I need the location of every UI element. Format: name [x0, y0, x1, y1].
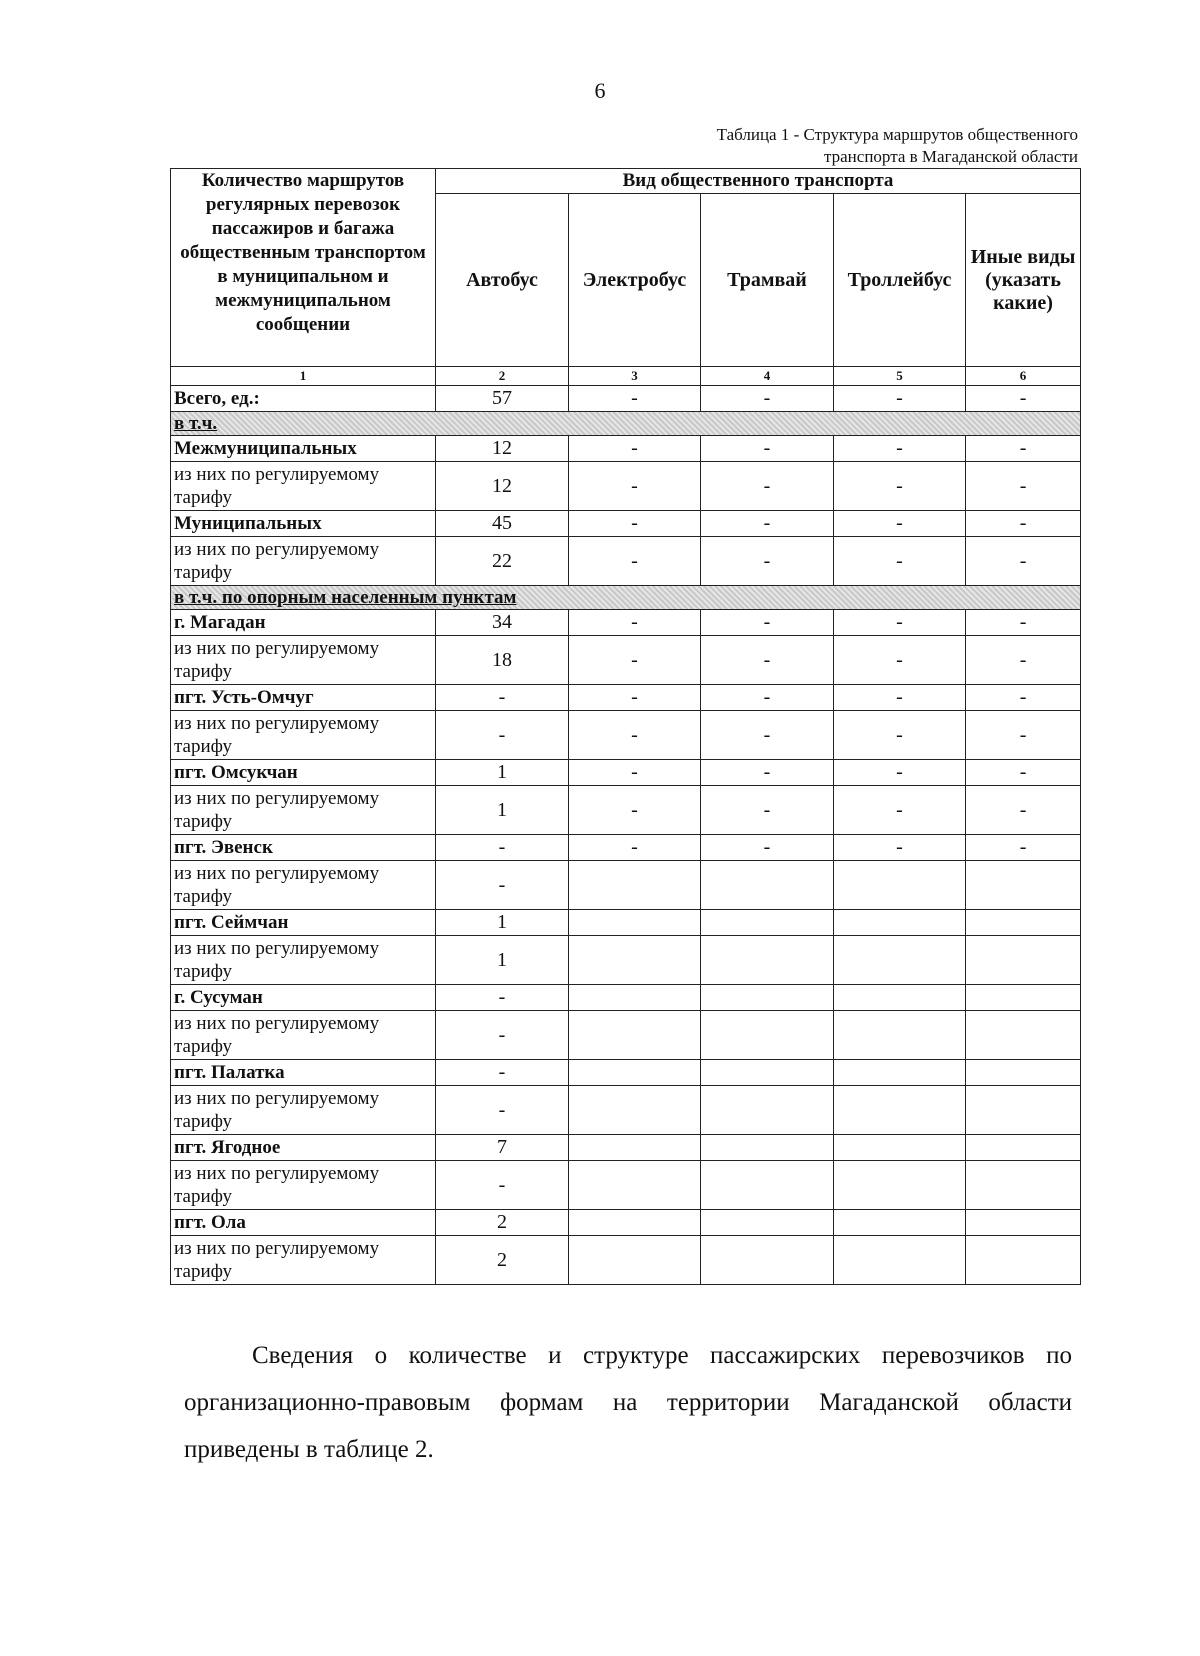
- value-cell: -: [966, 537, 1081, 586]
- value-cell: -: [569, 636, 701, 685]
- column-number: 3: [569, 367, 701, 386]
- row-label: из них по регулируемому тарифу: [171, 936, 436, 985]
- column-number: 1: [171, 367, 436, 386]
- column-header-tram: Трамвай: [701, 194, 834, 367]
- column-numbers-row: [171, 367, 1081, 386]
- value-cell: [569, 1135, 701, 1161]
- row-label: из них по регулируемому тарифу: [171, 1236, 436, 1285]
- transport-type-header: Вид общественного транспорта: [436, 169, 1081, 194]
- value-cell: [834, 1161, 966, 1210]
- column-header-electrobus: Электробус: [569, 194, 701, 367]
- value-cell: [966, 936, 1081, 985]
- value-cell: -: [569, 835, 701, 861]
- value-cell: 1: [436, 760, 569, 786]
- value-cell: [701, 1086, 834, 1135]
- value-cell: -: [701, 685, 834, 711]
- section-row: [171, 586, 1081, 610]
- value-cell: [701, 1236, 834, 1285]
- value-cell: -: [569, 511, 701, 537]
- value-cell: -: [966, 462, 1081, 511]
- value-cell: -: [436, 1060, 569, 1086]
- value-cell: 34: [436, 610, 569, 636]
- column-number: 6: [966, 367, 1081, 386]
- value-cell: -: [569, 610, 701, 636]
- value-cell: -: [834, 636, 966, 685]
- value-cell: -: [436, 835, 569, 861]
- row-label: из них по регулируемому тарифу: [171, 462, 436, 511]
- table-row: [171, 386, 1081, 412]
- row-header-cell: Количество маршрутов регулярных перевозок пассажиров и багажа общественным транспортом в муниципальном и межмуниципальном сообщении: [171, 169, 436, 367]
- value-cell: [834, 936, 966, 985]
- value-cell: 22: [436, 537, 569, 586]
- table-row: [171, 1135, 1081, 1161]
- value-cell: 7: [436, 1135, 569, 1161]
- value-cell: -: [436, 1086, 569, 1135]
- value-cell: 12: [436, 436, 569, 462]
- value-cell: -: [701, 711, 834, 760]
- value-cell: -: [966, 636, 1081, 685]
- value-cell: -: [436, 861, 569, 910]
- row-label: г. Магадан: [171, 610, 436, 636]
- value-cell: [966, 985, 1081, 1011]
- body-paragraph: [184, 1332, 1072, 1473]
- value-cell: [701, 936, 834, 985]
- value-cell: 45: [436, 511, 569, 537]
- section-row: [171, 412, 1081, 436]
- value-cell: [701, 910, 834, 936]
- value-cell: -: [569, 760, 701, 786]
- value-cell: -: [834, 462, 966, 511]
- value-cell: [966, 1210, 1081, 1236]
- column-header-other: Иные виды (указать какие): [966, 194, 1081, 367]
- value-cell: [701, 1060, 834, 1086]
- table-row: [171, 786, 1081, 835]
- row-label: пгт. Усть-Омчуг: [171, 685, 436, 711]
- value-cell: -: [569, 386, 701, 412]
- value-cell: -: [701, 636, 834, 685]
- value-cell: [701, 1161, 834, 1210]
- value-cell: [966, 1135, 1081, 1161]
- column-header-trolleybus: Троллейбус: [834, 194, 966, 367]
- value-cell: -: [834, 786, 966, 835]
- value-cell: [701, 1210, 834, 1236]
- row-label: пгт. Омсукчан: [171, 760, 436, 786]
- row-label: из них по регулируемому тарифу: [171, 861, 436, 910]
- value-cell: -: [436, 685, 569, 711]
- value-cell: -: [701, 511, 834, 537]
- value-cell: -: [966, 760, 1081, 786]
- value-cell: -: [834, 610, 966, 636]
- value-cell: -: [834, 760, 966, 786]
- value-cell: 2: [436, 1210, 569, 1236]
- value-cell: [569, 861, 701, 910]
- table-row: [171, 985, 1081, 1011]
- table-row: [171, 511, 1081, 537]
- value-cell: [834, 1060, 966, 1086]
- value-cell: [834, 1236, 966, 1285]
- table-row: [171, 636, 1081, 685]
- value-cell: [569, 1210, 701, 1236]
- value-cell: -: [436, 1011, 569, 1060]
- value-cell: -: [834, 685, 966, 711]
- table-row: [171, 1060, 1081, 1086]
- table-row: [171, 1161, 1081, 1210]
- column-header-bus: Автобус: [436, 194, 569, 367]
- section-label: в т.ч.: [171, 412, 1081, 436]
- value-cell: -: [966, 386, 1081, 412]
- value-cell: [701, 985, 834, 1011]
- value-cell: -: [436, 711, 569, 760]
- value-cell: -: [569, 685, 701, 711]
- value-cell: -: [966, 511, 1081, 537]
- value-cell: [966, 1011, 1081, 1060]
- value-cell: 2: [436, 1236, 569, 1285]
- value-cell: [834, 1210, 966, 1236]
- row-label: г. Сусуман: [171, 985, 436, 1011]
- value-cell: [701, 1011, 834, 1060]
- value-cell: -: [701, 786, 834, 835]
- table-row: [171, 936, 1081, 985]
- value-cell: [569, 1086, 701, 1135]
- value-cell: -: [701, 760, 834, 786]
- value-cell: -: [569, 537, 701, 586]
- value-cell: -: [701, 537, 834, 586]
- value-cell: [569, 1236, 701, 1285]
- row-label: из них по регулируемому тарифу: [171, 636, 436, 685]
- column-number: 5: [834, 367, 966, 386]
- value-cell: [966, 1060, 1081, 1086]
- row-label: из них по регулируемому тарифу: [171, 1086, 436, 1135]
- table-row: [171, 436, 1081, 462]
- row-label: пгт. Эвенск: [171, 835, 436, 861]
- table-row: [171, 760, 1081, 786]
- value-cell: -: [834, 711, 966, 760]
- value-cell: -: [834, 835, 966, 861]
- value-cell: -: [436, 1161, 569, 1210]
- value-cell: [569, 1161, 701, 1210]
- value-cell: [834, 1086, 966, 1135]
- table-caption-line-1: Таблица 1 - Структура маршрутов общественного: [716, 125, 1078, 144]
- value-cell: 1: [436, 910, 569, 936]
- routes-table: [170, 168, 1081, 1285]
- value-cell: [966, 1086, 1081, 1135]
- value-cell: [701, 861, 834, 910]
- value-cell: -: [701, 462, 834, 511]
- value-cell: -: [701, 386, 834, 412]
- value-cell: -: [834, 537, 966, 586]
- value-cell: -: [701, 436, 834, 462]
- table-row: [171, 462, 1081, 511]
- table-row: [171, 711, 1081, 760]
- row-label: из них по регулируемому тарифу: [171, 711, 436, 760]
- paragraph-text: Сведения о количестве и структуре пассажирских перевозчиков по организационно-правовым формам на территории Магаданской области приведены в таблице 2.: [184, 1342, 1072, 1463]
- row-label: из них по регулируемому тарифу: [171, 1011, 436, 1060]
- value-cell: [834, 861, 966, 910]
- table-row: [171, 685, 1081, 711]
- value-cell: -: [834, 386, 966, 412]
- value-cell: -: [701, 835, 834, 861]
- table-row: [171, 910, 1081, 936]
- value-cell: [834, 910, 966, 936]
- section-label: в т.ч. по опорным населенным пунктам: [171, 586, 1081, 610]
- value-cell: -: [569, 711, 701, 760]
- value-cell: [834, 985, 966, 1011]
- value-cell: [569, 985, 701, 1011]
- value-cell: -: [569, 786, 701, 835]
- value-cell: -: [701, 610, 834, 636]
- table-body: [171, 386, 1081, 1285]
- value-cell: -: [966, 835, 1081, 861]
- row-label: пгт. Ола: [171, 1210, 436, 1236]
- row-label: пгт. Палатка: [171, 1060, 436, 1086]
- row-label: Межмуниципальных: [171, 436, 436, 462]
- row-label: пгт. Ягодное: [171, 1135, 436, 1161]
- row-label: Муниципальных: [171, 511, 436, 537]
- value-cell: 57: [436, 386, 569, 412]
- value-cell: -: [436, 985, 569, 1011]
- value-cell: -: [834, 436, 966, 462]
- value-cell: [569, 1011, 701, 1060]
- value-cell: -: [966, 436, 1081, 462]
- column-number: 2: [436, 367, 569, 386]
- table-row: [171, 1011, 1081, 1060]
- value-cell: -: [834, 511, 966, 537]
- value-cell: [569, 1060, 701, 1086]
- value-cell: [701, 1135, 834, 1161]
- value-cell: -: [966, 685, 1081, 711]
- table-row: [171, 1210, 1081, 1236]
- row-label: из них по регулируемому тарифу: [171, 786, 436, 835]
- column-number: 4: [701, 367, 834, 386]
- table-caption-line-2: транспорта в Магаданской области: [824, 147, 1078, 166]
- value-cell: [569, 910, 701, 936]
- value-cell: 1: [436, 936, 569, 985]
- value-cell: [834, 1135, 966, 1161]
- value-cell: -: [569, 436, 701, 462]
- value-cell: [834, 1011, 966, 1060]
- value-cell: [966, 861, 1081, 910]
- value-cell: 12: [436, 462, 569, 511]
- table-row: [171, 610, 1081, 636]
- row-label: пгт. Сеймчан: [171, 910, 436, 936]
- value-cell: -: [966, 610, 1081, 636]
- value-cell: [966, 910, 1081, 936]
- table-caption: [618, 124, 1078, 168]
- value-cell: [569, 936, 701, 985]
- table-row: [171, 1086, 1081, 1135]
- value-cell: -: [569, 462, 701, 511]
- table-row: [171, 861, 1081, 910]
- value-cell: -: [966, 786, 1081, 835]
- row-label: Всего, ед.:: [171, 386, 436, 412]
- table-row: [171, 835, 1081, 861]
- value-cell: [966, 1236, 1081, 1285]
- value-cell: 18: [436, 636, 569, 685]
- table-row: [171, 1236, 1081, 1285]
- value-cell: -: [966, 711, 1081, 760]
- page-number: 6: [594, 78, 606, 103]
- row-label: из них по регулируемому тарифу: [171, 1161, 436, 1210]
- row-label: из них по регулируемому тарифу: [171, 537, 436, 586]
- table-row: [171, 537, 1081, 586]
- value-cell: [966, 1161, 1081, 1210]
- value-cell: 1: [436, 786, 569, 835]
